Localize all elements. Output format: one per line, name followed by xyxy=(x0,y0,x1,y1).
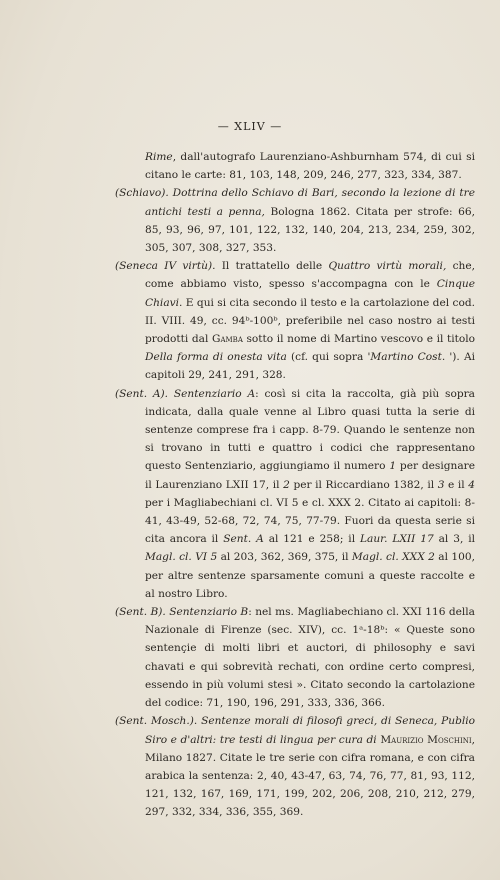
entry-text: Il trattatello delle xyxy=(215,260,329,273)
entry-siglum: (Schiavo). xyxy=(115,187,169,200)
manuscript-ref: Sent. A xyxy=(223,533,264,546)
entry-title: Cinque Chiavi. xyxy=(145,278,475,309)
entry-text: al 3, il xyxy=(433,533,475,546)
entry-text: per i Magliabechiani cl. VI 5 e cl. XXX 2. Citato ai capitoli: 8-41, 43-49, 52-68, 72, 74, 75, 77-79. Fuori da questa serie si cita ancora il xyxy=(145,496,475,546)
entry-seneca-quattro-virtu xyxy=(115,257,475,384)
manuscript-ref: Magl. cl. XXX 2 xyxy=(351,551,435,564)
entry-title: Sentenze morali di filosofi greci, di Seneca, Publio Siro e d'altri: tre testi di lingua per cura di xyxy=(145,715,476,746)
entry-title: Sentenziario A xyxy=(173,387,256,400)
author-name: Moschini xyxy=(427,733,472,746)
author-name: Gamba xyxy=(211,333,243,346)
entry-title: Dottrina dello Schiavo di Bari, secondo la lezione di tre antichi testi a penna, xyxy=(145,187,475,218)
entry-text: e il xyxy=(444,478,469,491)
entry-title: Rime xyxy=(145,151,173,163)
entry-sentenziario-a xyxy=(115,385,475,603)
entry-title: Martino Cost. xyxy=(370,351,446,364)
entry-text: (cf. qui sopra ' xyxy=(286,351,371,364)
entry-sentenze-moschini xyxy=(115,712,475,821)
manuscript-number: 3 xyxy=(437,478,445,491)
entry-text: sotto il nome di Martino vescovo e il titolo xyxy=(242,333,475,346)
entry-siglum: (Sent. B). xyxy=(115,606,166,619)
entry-siglum: (Sent. Mosch.). xyxy=(115,715,198,728)
entry-siglum: (Seneca IV virtù). xyxy=(115,260,216,273)
entry-text: '). Ai capitoli 29, 241, 291, 328. xyxy=(145,351,475,382)
entry-text: al 121 e 258; il xyxy=(263,533,360,546)
entry-text: , dall'autografo Laurenziano-Ashburnham 574, di cui si citano le carte: 81, 103, 148, 209, 246, 277, 323, 334, 387. xyxy=(145,151,475,182)
entry-title: Sentenziario B xyxy=(169,606,249,619)
author-name: Maurizio xyxy=(380,733,424,746)
manuscript-ref: Magl. cl. VI 5 xyxy=(145,551,218,564)
entry-text: che, come abbiamo visto, spesso s'accompagna con le xyxy=(145,260,476,291)
entry-sentenziario-b xyxy=(115,603,475,712)
entry-title: Quattro virtù morali, xyxy=(328,260,447,273)
page-header: — XLIV — xyxy=(217,120,283,133)
entry-text: : nel ms. Magliabechiano cl. XXI 116 della Nazionale di Firenze (sec. XIV), cc. 1ᵃ-18ᵇ: « Queste sono sentençie di molti libri et auctori, di philosophy e savi chavati e qui sobrevità rechati, con ordine certo compresi, essendo in più volumi stesi ». Citato secondo la cartolazione del codice: 71, 190, 196, 291, 333, 336, 366. xyxy=(145,606,475,710)
entry-title: Della forma di onesta vita xyxy=(145,351,287,364)
entry-text: : così si cita la raccolta, già più sopra indicata, dalla quale venne al Libro quasi tutta la serie di sentenze comprese fra i capp. 8-79. Quando le sentenze non si trovano in tutti e quattro i codici che rappresentano questo Sentenziario, aggiungiamo il numero xyxy=(145,387,475,473)
entry-text: E qui si cita secondo il testo e la cartolazione del cod. II. VIII. 49, cc. 94ᵇ-100ᵇ, preferibile nel caso nostro ai testi prodotti dal xyxy=(145,296,475,346)
entry-rime-continued xyxy=(115,148,475,184)
entry-text: al 100, per altre sentenze sparsamente comuni a queste raccolte e al nostro Libro. xyxy=(145,551,476,600)
manuscript-number: 1 xyxy=(389,460,397,473)
entry-text: per il Riccardiano 1382, il xyxy=(289,478,438,491)
manuscript-number: 4 xyxy=(468,478,475,491)
manuscript-ref: Laur. LXII 17 xyxy=(360,533,434,546)
entry-schiavo xyxy=(115,184,475,257)
entry-text: Bologna 1862. Citata per strofe: 66, 85, 93, 96, 97, 101, 122, 132, 140, 204, 213, 234, 259, 302, 305, 307, 308, 327, 353. xyxy=(145,205,475,255)
manuscript-number: 2 xyxy=(283,478,290,491)
entry-siglum: (Sent. A). xyxy=(115,387,169,400)
entry-text: al 203, 362, 369, 375, il xyxy=(217,551,352,564)
entry-text: per designare il Laurenziano LXII 17, il xyxy=(145,460,475,491)
page-body xyxy=(115,148,475,822)
entry-text: , Milano 1827. Citate le tre serie con cifra romana, e con cifra arabica la sentenza: 2, 40, 43-47, 63, 74, 76, 77, 81, 93, 112, 121, 132, 167, 169, 171, 199, 202, 206, 208, 210, 212, 279, 297, 332, 334, 336, 355, 369. xyxy=(145,733,476,819)
